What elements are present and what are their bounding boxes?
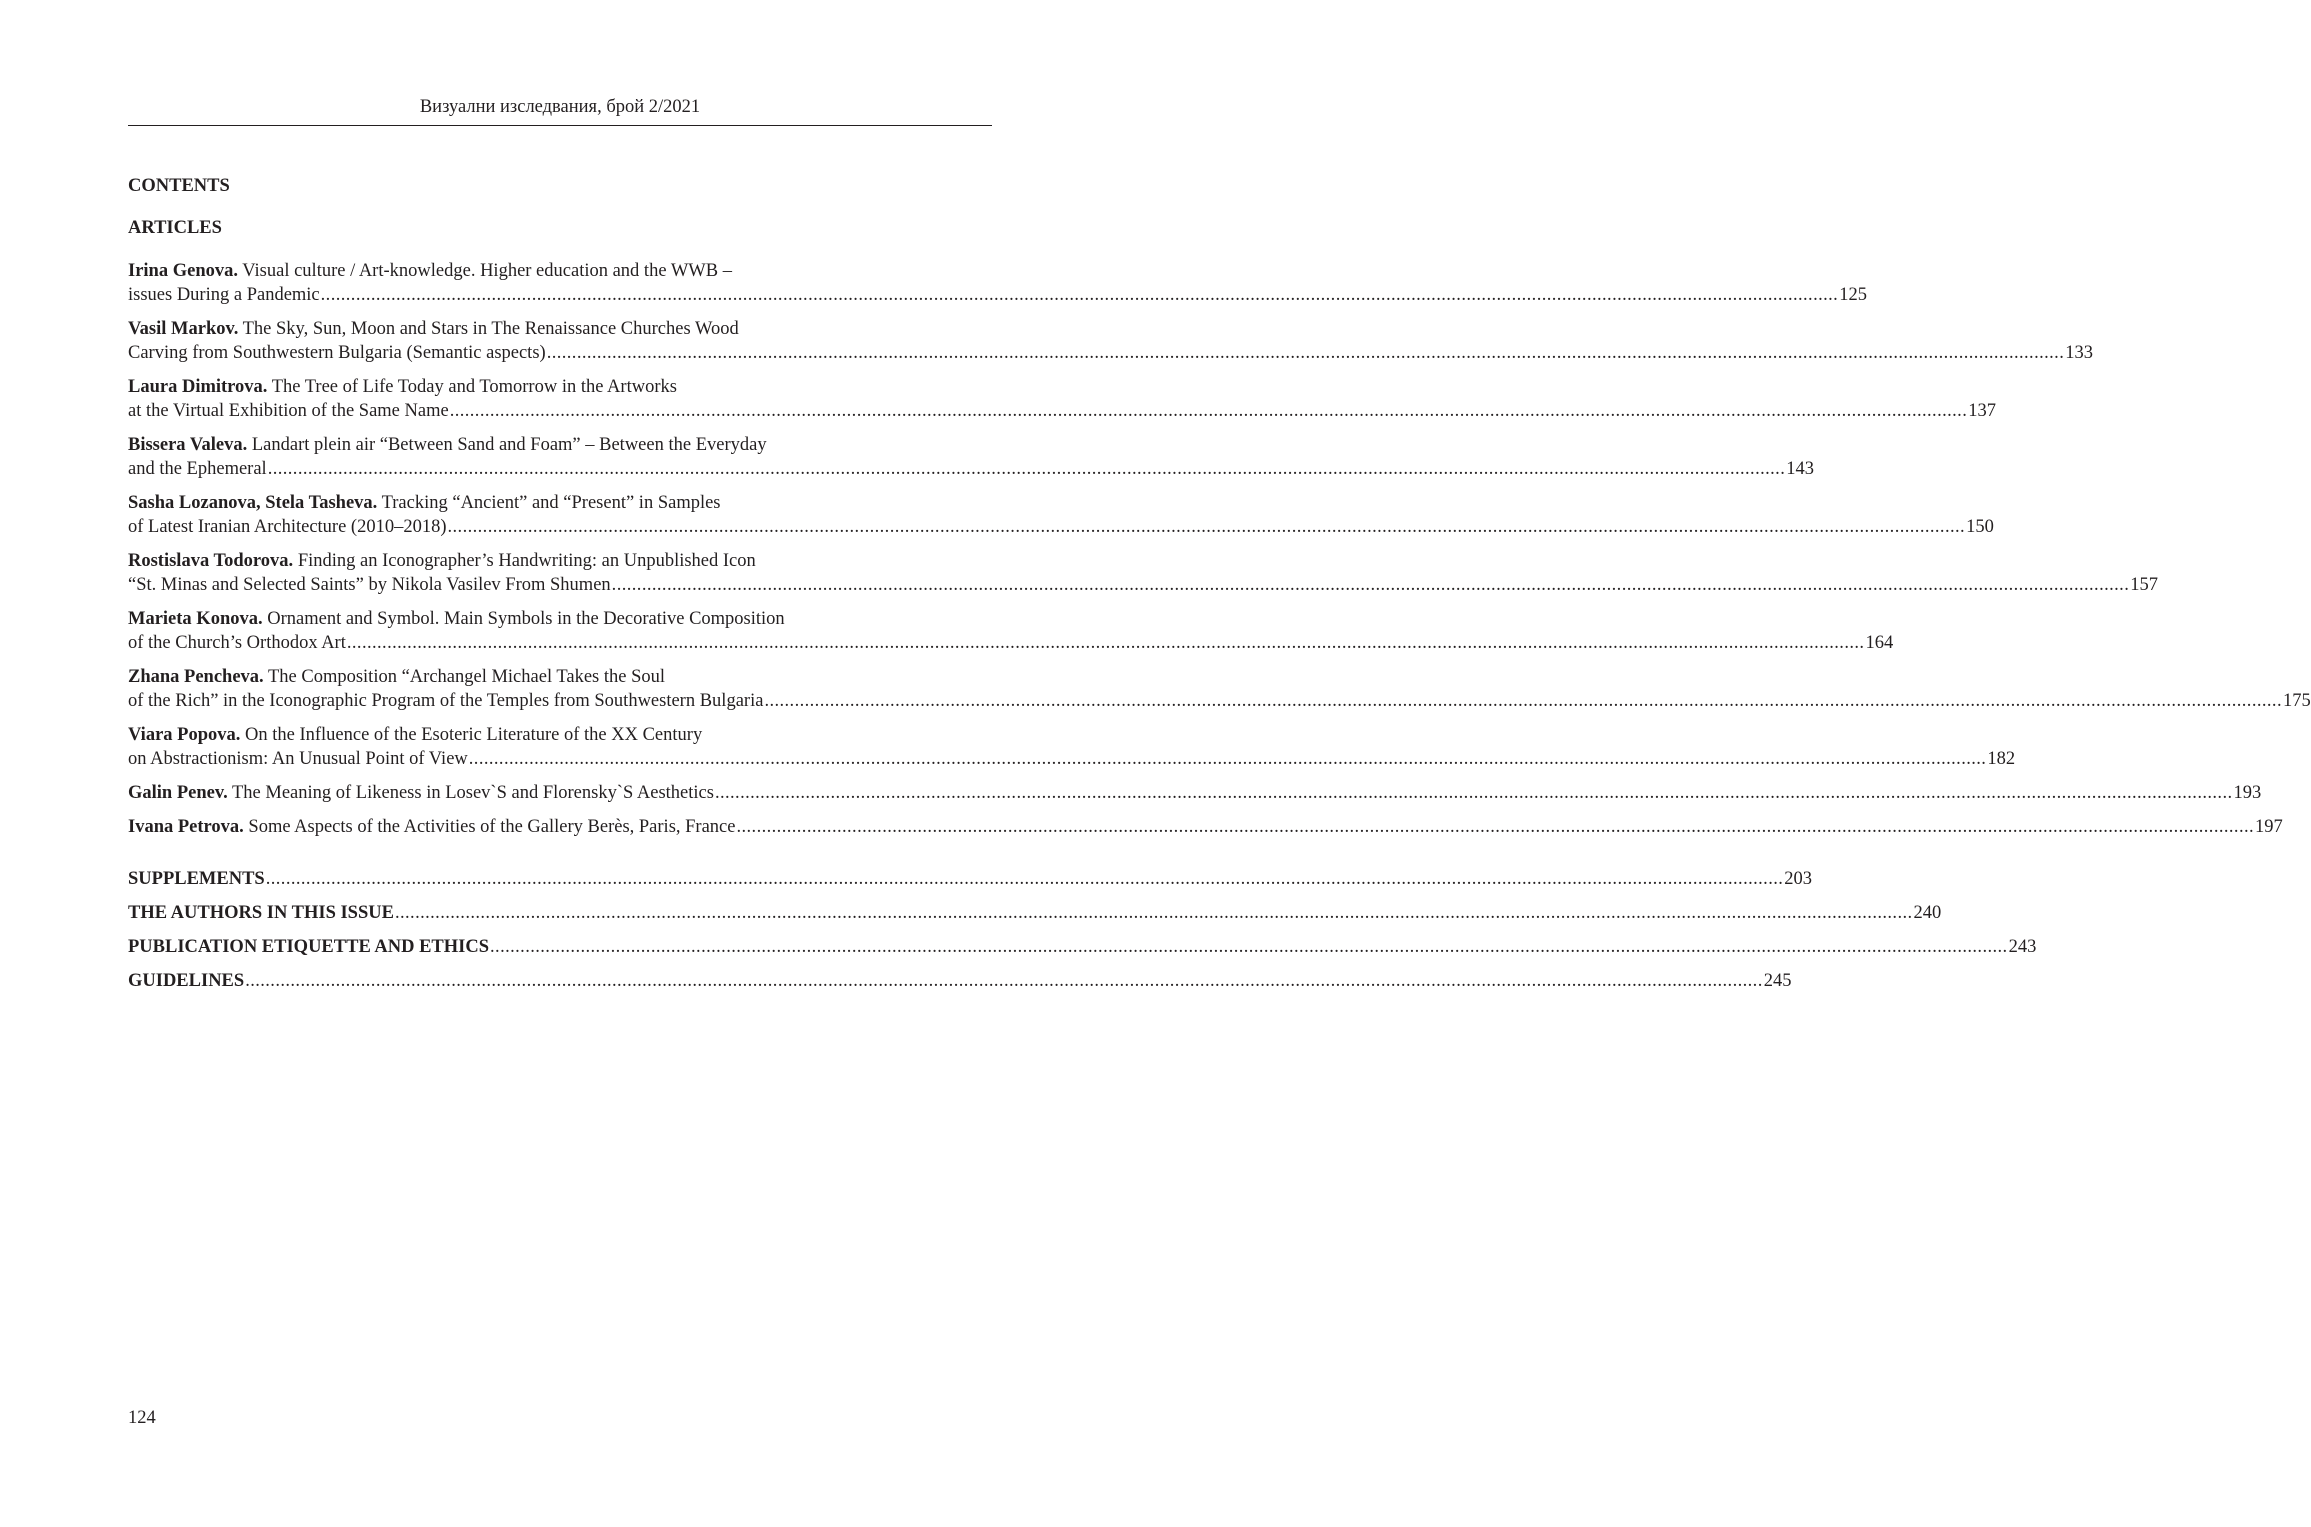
toc-entry bbox=[128, 433, 1814, 481]
dot-leader bbox=[268, 457, 1786, 481]
entry-title-cont: at the Virtual Exhibition of the Same Name bbox=[128, 401, 449, 421]
section-title: PUBLICATION ETIQUETTE AND ETHICS bbox=[128, 937, 490, 957]
entry-title: The Meaning of Likeness in Losev`S and Florensky`S Aesthetics bbox=[227, 783, 714, 803]
entry-title: Finding an Iconographer’s Handwriting: an Unpublished Icon bbox=[293, 551, 756, 571]
toc-articles bbox=[128, 259, 2311, 849]
entry-page: 157 bbox=[2130, 575, 2158, 595]
toc-entry bbox=[128, 665, 2311, 713]
entry-page: 125 bbox=[1839, 285, 1867, 305]
dot-leader bbox=[450, 399, 1968, 423]
toc-entry bbox=[128, 259, 1867, 307]
entry-page: 133 bbox=[2065, 343, 2093, 363]
section-page: 243 bbox=[2008, 937, 2037, 957]
entry-title: The Tree of Life Today and Tomorrow in the Artworks bbox=[267, 377, 677, 397]
toc-entry bbox=[128, 815, 2283, 839]
dot-leader bbox=[736, 815, 2254, 839]
section-title: THE AUTHORS IN THIS ISSUE bbox=[128, 903, 394, 923]
entry-author: Bissera Valeva. bbox=[128, 435, 248, 455]
dot-leader bbox=[469, 747, 1987, 771]
articles-heading: ARTICLES bbox=[128, 218, 222, 238]
entry-page: 143 bbox=[1786, 459, 1814, 479]
toc-entry bbox=[128, 549, 2158, 597]
entry-page: 150 bbox=[1966, 517, 1994, 537]
entry-title: Visual culture / Art-knowledge. Higher education and the WWB – bbox=[237, 261, 732, 281]
contents-heading: CONTENTS bbox=[128, 176, 230, 196]
toc-sections bbox=[128, 867, 2037, 1003]
section-page: 245 bbox=[1763, 971, 1792, 991]
dot-leader bbox=[547, 341, 2065, 365]
entry-page: 182 bbox=[1987, 749, 2016, 769]
entry-page: 137 bbox=[1968, 401, 1996, 421]
section-entry bbox=[128, 867, 1813, 891]
entry-author: Zhana Pencheva. bbox=[128, 667, 264, 687]
toc-entry bbox=[128, 491, 1994, 539]
entry-title-cont: of the Rich” in the Iconographic Program of the Temples from Southwestern Bulgaria bbox=[128, 691, 764, 711]
entry-title-cont: “St. Minas and Selected Saints” by Nikola Vasilev From Shumen bbox=[128, 575, 611, 595]
entry-page: 193 bbox=[2233, 783, 2262, 803]
dot-leader bbox=[395, 901, 1913, 925]
entry-title-cont: Carving from Southwestern Bulgaria (Semantic aspects) bbox=[128, 343, 546, 363]
toc-entry bbox=[128, 317, 2093, 365]
entry-title: The Sky, Sun, Moon and Stars in The Renaissance Churches Wood bbox=[238, 319, 739, 339]
entry-author: Rostislava Todorova. bbox=[128, 551, 294, 571]
entry-title: On the Influence of the Esoteric Literature of the XX Century bbox=[240, 725, 703, 745]
entry-author: Laura Dimitrova. bbox=[128, 377, 268, 397]
entry-author: Galin Penev. bbox=[128, 783, 228, 803]
toc-entry bbox=[128, 607, 1894, 655]
entry-page: 197 bbox=[2255, 817, 2283, 837]
dot-leader bbox=[321, 283, 1839, 307]
section-page: 203 bbox=[1784, 869, 1813, 889]
entry-title-cont: of Latest Iranian Architecture (2010–2018) bbox=[128, 517, 447, 537]
entry-author: Ivana Petrova. bbox=[128, 817, 244, 837]
entry-title: The Composition “Archangel Michael Takes the Soul bbox=[263, 667, 666, 687]
dot-leader bbox=[764, 689, 2282, 713]
entry-author: Vasil Markov. bbox=[128, 319, 239, 339]
section-title: GUIDELINES bbox=[128, 971, 245, 991]
section-title: SUPPLEMENTS bbox=[128, 869, 265, 889]
entry-page: 164 bbox=[1865, 633, 1894, 653]
dot-leader bbox=[715, 781, 2233, 805]
section-entry bbox=[128, 969, 1792, 993]
entry-page: 175 bbox=[2283, 691, 2311, 711]
dot-leader bbox=[347, 631, 1865, 655]
dot-leader bbox=[612, 573, 2130, 597]
section-entry bbox=[128, 901, 1942, 925]
section-page: 240 bbox=[1913, 903, 1942, 923]
running-header: Визуални изследвания, брой 2/2021 bbox=[128, 97, 992, 126]
dot-leader bbox=[245, 969, 1763, 993]
section-entry bbox=[128, 935, 2037, 959]
entry-title-cont: issues During a Pandemic bbox=[128, 285, 320, 305]
entry-title: Tracking “Ancient” and “Present” in Samples bbox=[377, 493, 721, 513]
page-number: 124 bbox=[128, 1408, 156, 1428]
entry-title-cont: and the Ephemeral bbox=[128, 459, 267, 479]
entry-author: Marieta Konova. bbox=[128, 609, 263, 629]
toc-entry bbox=[128, 375, 1996, 423]
entry-title: Landart plein air “Between Sand and Foam” – Between the Everyday bbox=[247, 435, 767, 455]
entry-author: Sasha Lozanova, Stela Tasheva. bbox=[128, 493, 378, 513]
toc-entry bbox=[128, 781, 2262, 805]
entry-title: Some Aspects of the Activities of the Gallery Berès, Paris, France bbox=[243, 817, 736, 837]
entry-title-cont: on Abstractionism: An Unusual Point of View bbox=[128, 749, 468, 769]
dot-leader bbox=[266, 867, 1784, 891]
entry-title: Ornament and Symbol. Main Symbols in the Decorative Composition bbox=[262, 609, 785, 629]
dot-leader bbox=[490, 935, 2008, 959]
entry-author: Viara Popova. bbox=[128, 725, 241, 745]
dot-leader bbox=[448, 515, 1966, 539]
entry-author: Irina Genova. bbox=[128, 261, 238, 281]
toc-entry bbox=[128, 723, 2016, 771]
entry-title-cont: of the Church’s Orthodox Art bbox=[128, 633, 346, 653]
